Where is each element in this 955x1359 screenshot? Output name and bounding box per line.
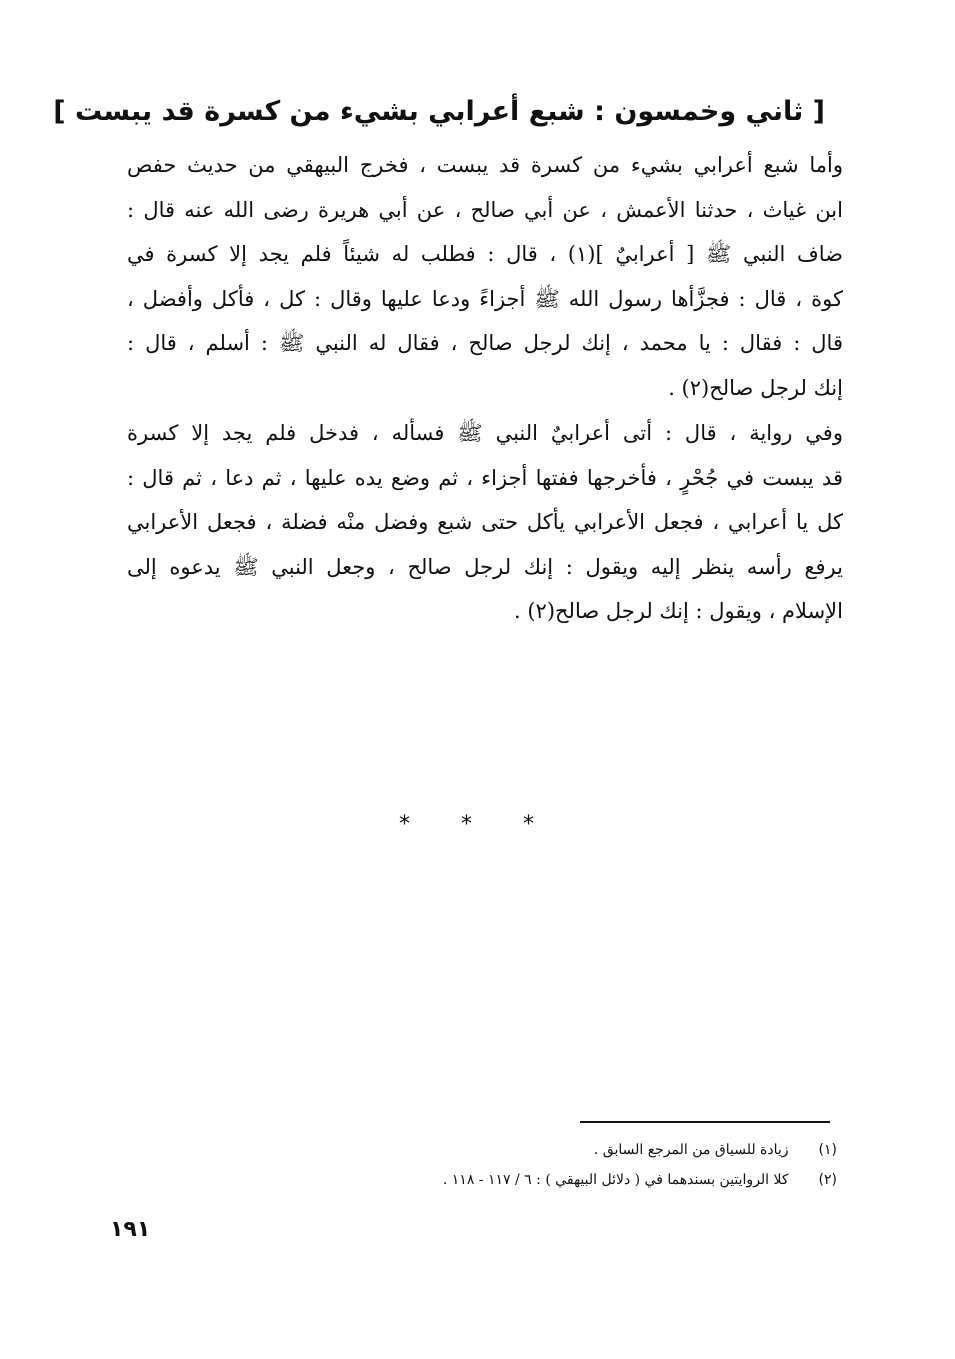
paragraph-line: قد يبست في جُحْرٍ ، فأخرجها ففتها أجزاء ، ثم وضع يده عليها ، ثم دعا ، ثم قال : [127,465,843,490]
paragraph-line: كوة ، قال : فجزَّأها رسول الله ﷺ أجزاءً ودعا عليها وقال : كل ، فأكل وأفضل ، [127,286,843,311]
footnote-1 [277,1135,837,1165]
paragraph-line: إنك لرجل صالح(٢) . [668,375,843,400]
paragraph-line: وفي رواية ، قال : أتى أعرابيٌ النبي ﷺ فسأله ، فدخل فلم يجد إلا كسرة [127,421,843,445]
footnote-number: (١) [818,1142,837,1158]
paragraph-line: كل يا أعرابي ، فجعل الأعرابي يأكل حتى شبع وفضل منْه فضلة ، فجعل الأعرابي [127,510,843,534]
paragraph-line: ابن غياث ، حدثنا الأعمش ، عن أبي صالح ، عن أبي هريرة رضى الله عنه قال : [127,197,843,222]
paragraph-2 [127,411,843,634]
paragraph-line: الإسلام ، ويقول : إنك لرجل صالح(٢) . [513,599,843,623]
page-number: ١٩١ [110,1217,151,1242]
footnote-text: زيادة للسياق من المرجع السابق . [593,1142,789,1158]
footnote-2 [277,1165,837,1195]
footnote-text: كلا الروايتين بسندهما في ( دلائل البيهقي ) : ٦ / ١١٧ - ١١٨ . [442,1172,789,1188]
paragraph-line: قال : فقال : يا محمد ، إنك لرجل صالح ، فقال له النبي ﷺ : أسلم ، قال : [127,331,843,355]
section-heading: [ ثاني وخمسون : شبع أعرابي بشيء من كسرة قد يبست ] [53,96,825,127]
footnotes [277,1135,837,1195]
paragraph-line: وأما شبع أعرابي بشيء من كسرة قد يبست ، فخرج البيهقي من حديث حفص [127,153,843,177]
section-separator: * * * [399,812,556,837]
paragraph-1 [127,143,843,410]
footnote-number: (٢) [818,1172,837,1188]
paragraph-line: يرفع رأسه ينظر إليه ويقول : إنك لرجل صالح ، وجعل النبي ﷺ يدعوه إلى [127,554,843,579]
footnote-divider [580,1121,830,1123]
paragraph-line: ضاف النبي ﷺ [ أعرابيٌ ](١) ، قال : فطلب له شيئاً فلم يجد إلا كسرة في [127,242,843,266]
